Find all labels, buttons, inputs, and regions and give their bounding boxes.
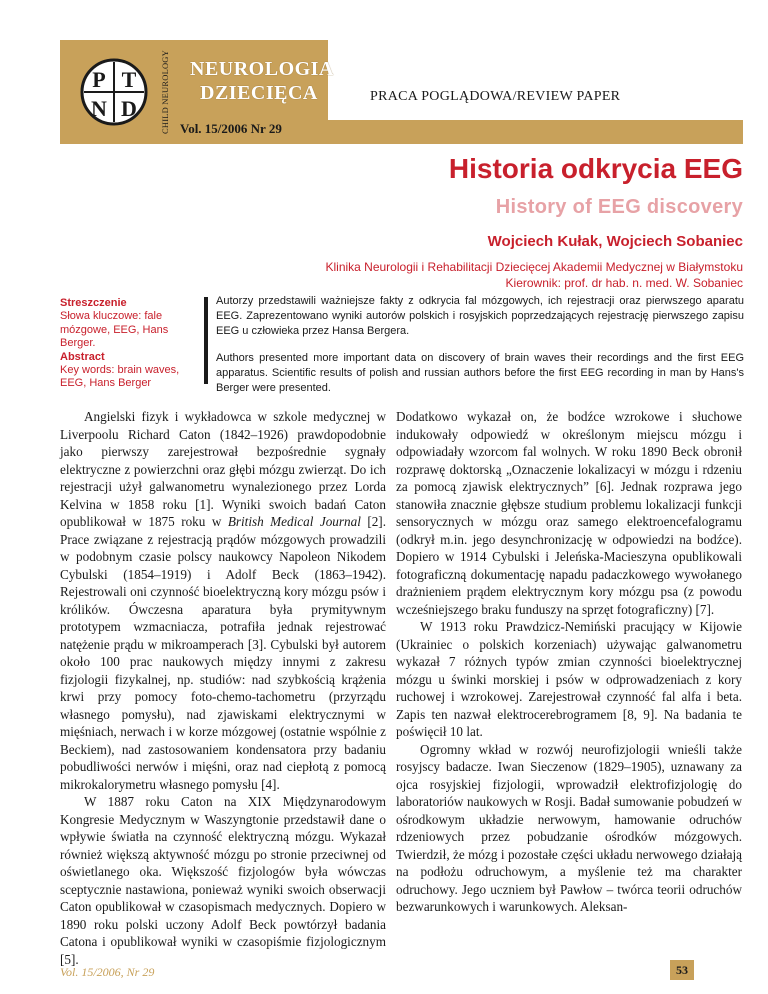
journal-citation: British Medical Journal [227,514,361,529]
abstract-divider-bar [204,297,208,384]
body-paragraph: Dodatkowo wykazał on, że bodźce wzrokowe i słuchowe indukowały odpowiedź w określonym miejscu mózgu i odpowiadały wzorcom fal wolnych. W roku 1890 Beck obronił rozprawę doktorską „Oznaczenie lokalizacyi w mózgu i rdzeniu za pomocą zjawisk elektrycznych” [6]. Jednak rozprawa jego stanowiła znacznie głębsze studium problemu lokalizacji funkcji sensorycznych w mózgu oraz samego elektroencefalogramu (odkrył m.in. jego desynchronizację w odpowiedzi na bodźce). Dopiero w 1914 Cybulski i Jeleńska-Macieszyna opublikowali fotograficzną dokumentację napadu padaczkowego wywołanego drażnieniem prądem elektrycznym kory mózgu psa (z powodu wcześniejszego braku funduszy na sprzęt fotograficzny) [7]. [396,409,742,617]
article-authors: Wojciech Kułak, Wojciech Sobaniec [487,233,743,250]
article-title-pl: Historia odkrycia EEG [448,153,743,184]
volume-label: Vol. 15/2006 Nr 29 [180,121,282,136]
abstract-pl: Autorzy przedstawili ważniejsze fakty z odkrycia fal mózgowych, ich rejestracji oraz pierwszego aparatu EEG. Zaprezentowano wyniki autorów polskich i rosyjskich poprzedzających rejestrację pierwszego zapisu EEG u człowieka przez Hansa Bergera. [216,295,744,337]
journal-title-box [178,40,334,120]
logo-letter-t: T [121,67,137,92]
child-neurology-side-label: CHILD NEUROLOGY [160,50,170,134]
ptnd-logo-icon [80,58,148,126]
page-number: 53 [670,960,694,980]
logo-letter-n: N [91,96,107,121]
logo-letter-p: P [92,67,106,92]
body-column-right [396,408,742,916]
streszczenie-label: Streszczenie [60,297,127,309]
body-paragraph: Angielski fizyk i wykładowca w szkole medycznej w Liverpoolu Richard Caton (1842–1926) prawdopodobnie jako pierwszy zarejestrował bezpośrednie sygnały elektryczne z powierzchni oraz głębi mózgu zwierząt. Do ich rejestracji użył galwanometru wynalezionego przez Lorda Kelvina w 1858 roku [1]. Wyniki swoich badań Caton opublikował w 1875 roku w British Medical Journal [2]. Prace związane z rejestracją prądów mózgowych prowadzili w podobnym czasie polscy naukowcy Napoleon Nikodem Cybulski (1854–1919) i Adolf Beck (1863–1942). Rejestrowali oni czynność bioelektryczną kory mózgu psów i królików. Ówczesna aparatura była prymitywnym prototypem wzmacniacza, potrafiła jednak rejestrować natężenie prądu w mikroamperach [3]. Cybulski był autorem około 100 prac naukowych między innymi z zakresu fizjologii fizykalnej, np. studiów: nad szybkością krążenia krwi przy pomocy foto-chemo-tachometru (przyrządu własnego pomysłu), nad zjawiskami elektrycznymi w mięśniach, nerwach i w korze mózgowej (ostatnie wspólnie z Beckiem), nad zastosowaniem kondensatora przy badaniu pobudliwości nerwów i mięśni, oraz nad ciepłotą z pomocą mikrokalorymetru własnego pomysłu [4]. [60,409,386,792]
paper-type-label: PRACA POGLĄDOWA/REVIEW PAPER [370,89,621,104]
journal-name-line1: NEUROLOGIA [190,58,334,80]
journal-name-line2: DZIECIĘCA [200,82,318,104]
logo-letter-d: D [121,96,137,121]
article-title-en: History of EEG discovery [495,196,743,218]
abstract-en: Authors presented more important data on discovery of brain waves their recordings and the first EEG apparatus. Scientific results of polish and russian authors before the first EEG recording in man by Hans's Berger were presented. [216,352,744,394]
article-affiliation [325,259,743,291]
footer-volume: Vol. 15/2006, Nr 29 [60,965,155,979]
body-paragraph: W 1887 roku Caton na XIX Międzynarodowym Kongresie Medycznym w Waszyngtonie przedstawił dane o wpływie światła na czynność elektryczną mózgu. Wykazał również większą aktywność mózgu po stronie przeciwnej od oświetlanego oka. Większość fizjologów była wówczas sceptycznie nastawiona, ponieważ wyniki swoich obserwacji Caton opublikował w czasopismach medycznych. Dopiero w 1890 roku polski uczony Adolf Beck powtórzył badania Catona i opublikował wyniki w czasopiśmie fizjologicznym [5]. [60,794,386,967]
body-paragraph: W 1913 roku Prawdzicz-Nemiński pracujący w Kijowie (Ukrainiec o polskich korzeniach) używając galwanometru wykazał 7 różnych typów zmian czynności bioelektrycznej mózgu u świnki morskiej i psów w odprowadzeniach z kory ruchowej i wzrokowej. Zarejestrował czynność fal alfa i beta. Zapis ten nazwał elektrocerebrogramem [8, 9]. Na badania te poświęcił 10 lat. [396,619,742,739]
abstract-text [216,294,744,408]
body-paragraph: Ogromny wkład w rozwój neurofizjologii wnieśli także rosyjscy badacze. Iwan Sieczenow (1829–1905), uznawany za ojca rosyjskiej fizjologii, wprowadził elektrofizjologię do laboratoriów naukowych w Rosji. Badał sumowanie pobudzeń w ośrodkowym układzie nerwowym, hamowanie odruchów rdzeniowych przez pobudzanie ośrodków mózgowych. Twierdził, że mózg i pozostałe części układu nerwowego działają na podłożu odruchowym, a myślenie też ma charakter odruchowy. Jego uczniem był Pawłow – twórca teorii odruchów bezwarunkowych i warunkowych. Aleksan- [396,741,742,914]
keywords-sidebar [60,297,200,391]
abstract-label: Abstract [60,350,105,363]
key-words: Key words: brain waves, EEG, Hans Berger [60,364,180,390]
body-column-left [60,408,386,968]
affiliation-line2: Kierownik: prof. dr hab. n. med. W. Sobaniec [505,276,743,290]
affiliation-line1: Klinika Neurologii i Rehabilitacji Dziecięcej Akademii Medycznej w Białymstoku [325,260,743,274]
slowa-kluczowe: Słowa kluczowe: fale mózgowe, EEG, Hans Berger. [60,310,169,350]
